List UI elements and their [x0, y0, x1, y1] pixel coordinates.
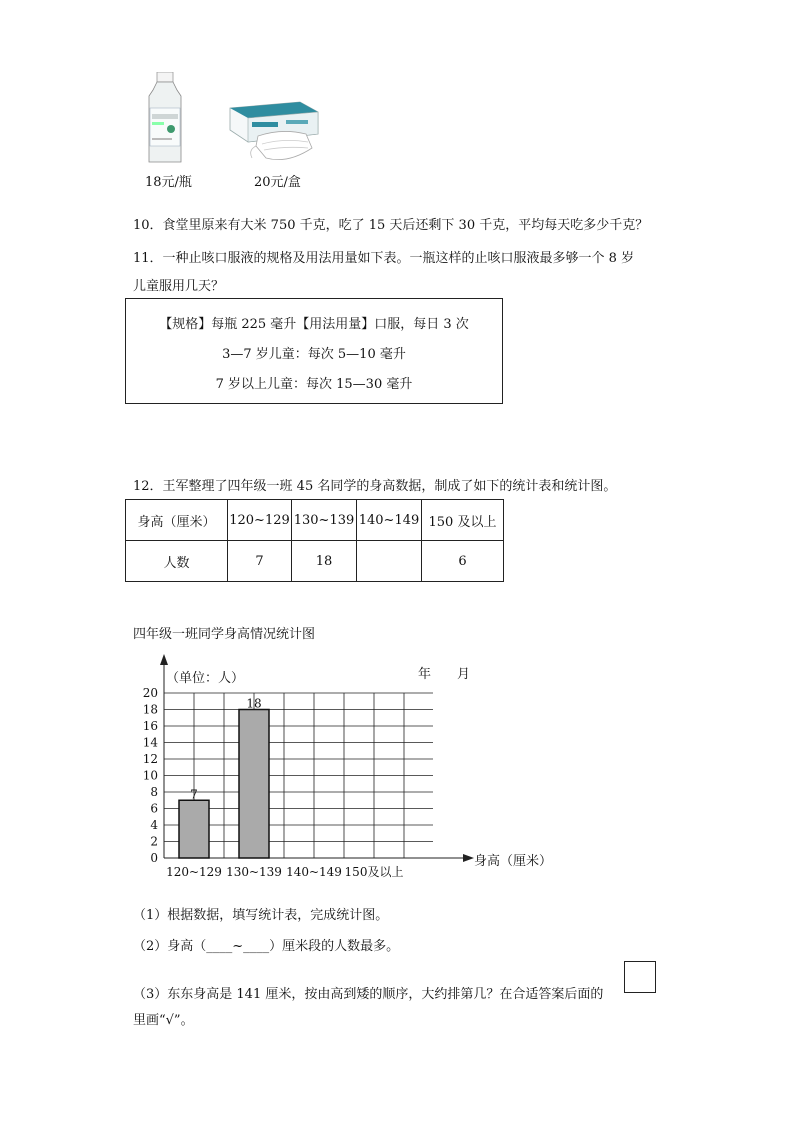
sub-question-3-line1: （3）东东身高是 141 厘米，按由高到矮的顺序，大约排第几？在合适答案后面的	[133, 987, 604, 1002]
x-tick-label: 130~139	[226, 865, 282, 879]
question-10: 10．食堂里原来有大米 750 千克，吃了 15 天后还剩下 30 千克，平均每天吃多少千克？	[133, 218, 649, 233]
y-tick-label: 10	[142, 768, 158, 783]
y-tick-label: 12	[142, 752, 158, 766]
question-11-line2: 儿童服用几天？	[133, 279, 225, 294]
table-header-cell: 身高（厘米）	[126, 500, 228, 541]
y-tick-label: 6	[150, 801, 158, 816]
x-axis-label: 身高（厘米）	[474, 854, 553, 869]
height-stats-table	[125, 499, 504, 582]
table-cell: 6	[422, 541, 504, 582]
mask-box-image	[222, 100, 320, 166]
y-tick-label: 14	[142, 735, 158, 750]
bottle-price: 18元/瓶	[145, 175, 192, 190]
height-bar-chart	[120, 645, 570, 885]
y-tick-label: 16	[142, 719, 158, 733]
x-tick-label: 120~129	[166, 865, 222, 879]
table-header-cell: 120~129	[228, 500, 292, 541]
date-label: 年 月	[418, 667, 471, 682]
spec-line: 3—7 岁儿童：每次 5—10 毫升	[222, 347, 406, 362]
x-tick-label: 140~149	[286, 865, 342, 879]
y-tick-label: 18	[142, 702, 158, 717]
table-answer-cell[interactable]	[357, 541, 422, 582]
y-axis-arrow	[160, 654, 168, 665]
answer-checkbox[interactable]	[624, 961, 656, 993]
mask-price: 20元/盒	[254, 175, 301, 190]
table-header-row	[126, 500, 504, 541]
data-label: 18	[246, 696, 262, 711]
x-tick-label: 150及以上	[344, 865, 404, 879]
spec-box	[125, 298, 503, 404]
table-row	[126, 541, 504, 582]
bar	[179, 800, 209, 858]
spec-line: 7 岁以上儿童：每次 15—30 毫升	[215, 377, 413, 392]
sub-question-1: （1）根据数据，填写统计表，完成统计图。	[133, 908, 389, 923]
chart-title: 四年级一班同学身高情况统计图	[133, 627, 316, 642]
data-label: 7	[190, 787, 198, 802]
y-tick-label: 8	[150, 785, 158, 799]
table-header-cell: 150 及以上	[422, 500, 504, 541]
bar	[239, 710, 269, 859]
y-tick-label: 2	[150, 834, 158, 849]
table-cell: 7	[228, 541, 292, 582]
y-tick-label: 0	[150, 851, 158, 865]
sub-question-3-line2: 里画“√”。	[133, 1013, 194, 1028]
x-axis-arrow	[463, 854, 474, 862]
table-header-cell: 140~149	[357, 500, 422, 541]
sub-question-2: （2）身高（____~____）厘米段的人数最多。	[133, 939, 400, 954]
table-header-cell: 130~139	[292, 500, 357, 541]
question-12-intro: 12．王军整理了四年级一班 45 名同学的身高数据，制成了如下的统计表和统计图。	[133, 479, 617, 494]
table-cell: 人数	[126, 541, 228, 582]
spec-line: 【规格】每瓶 225 毫升【用法用量】口服，每日 3 次	[159, 317, 469, 332]
y-tick-label: 20	[142, 686, 158, 700]
question-11-line1: 11．一种止咳口服液的规格及用法用量如下表。一瓶这样的止咳口服液最多够一个 8 岁	[133, 251, 635, 266]
unit-label: （单位：人）	[166, 671, 245, 686]
alcohol-bottle-image	[145, 72, 185, 164]
y-tick-label: 4	[150, 818, 158, 832]
table-cell: 18	[292, 541, 357, 582]
